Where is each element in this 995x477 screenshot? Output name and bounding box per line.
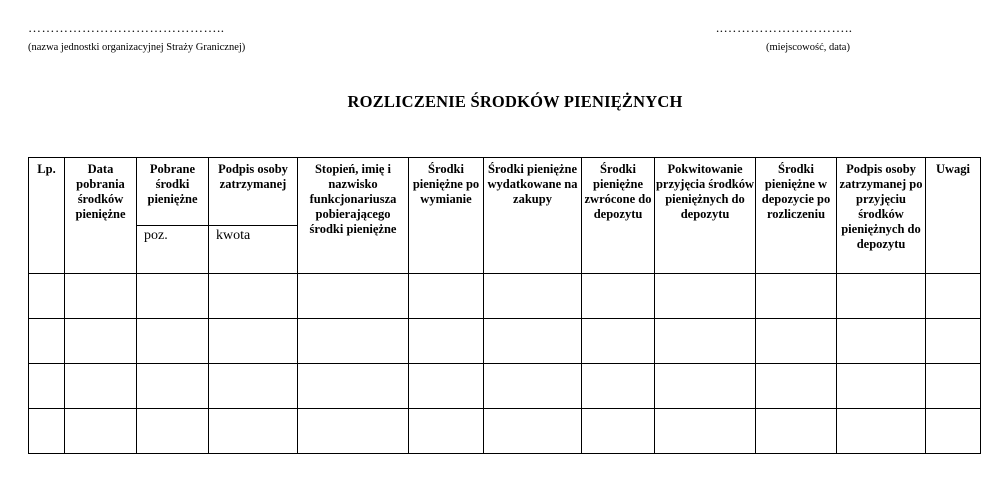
- header-detainee-signature: Podpis osoby zatrzymanej: [209, 158, 298, 226]
- table-cell[interactable]: [65, 364, 137, 409]
- table-cell[interactable]: [409, 319, 484, 364]
- header-date: Data pobrania środków pieniężne: [65, 158, 137, 274]
- header-lp: Lp.: [29, 158, 65, 274]
- table-cell[interactable]: [409, 364, 484, 409]
- table-cell[interactable]: [298, 364, 409, 409]
- table-cell[interactable]: [298, 409, 409, 454]
- table-cell[interactable]: [29, 319, 65, 364]
- table-cell[interactable]: [756, 319, 837, 364]
- table-cell[interactable]: [837, 409, 926, 454]
- subheader-kwota: kwota: [209, 226, 298, 274]
- table-row: [29, 319, 981, 364]
- table-cell[interactable]: [837, 319, 926, 364]
- table-cell[interactable]: [926, 364, 981, 409]
- table-row: [29, 409, 981, 454]
- table-cell[interactable]: [837, 364, 926, 409]
- table-cell[interactable]: [582, 364, 655, 409]
- unit-name-caption: (nazwa jednostki organizacyjnej Straży Granicznej): [28, 42, 246, 53]
- document-title: ROZLICZENIE ŚRODKÓW PIENIĘŻNYCH: [347, 92, 683, 111]
- table-cell[interactable]: [29, 274, 65, 319]
- table-cell[interactable]: [484, 409, 582, 454]
- table-row: [29, 274, 981, 319]
- table-cell[interactable]: [756, 364, 837, 409]
- table-cell[interactable]: [655, 274, 756, 319]
- table-cell[interactable]: [137, 319, 209, 364]
- table-cell[interactable]: [209, 274, 298, 319]
- header-signature-after: Podpis osoby zatrzymanej po przyjęciu środków pieniężnych do depozytu: [837, 158, 926, 274]
- table-cell[interactable]: [137, 364, 209, 409]
- table-cell[interactable]: [926, 319, 981, 364]
- header-withdrawn: Pobrane środki pieniężne: [137, 158, 209, 226]
- table-cell[interactable]: [209, 319, 298, 364]
- table-cell[interactable]: [484, 274, 582, 319]
- place-date-caption: (miejscowość, data): [766, 42, 850, 53]
- table-cell[interactable]: [209, 364, 298, 409]
- table-cell[interactable]: [484, 364, 582, 409]
- table-row: [29, 364, 981, 409]
- table-cell[interactable]: [756, 274, 837, 319]
- header-purchases: Środki pieniężne wydatkowane na zakupy: [484, 158, 582, 274]
- header-officer: Stopień, imię i nazwisko funkcjonariusza pobierającego środki pieniężne: [298, 158, 409, 274]
- table-cell[interactable]: [926, 274, 981, 319]
- table-cell[interactable]: [484, 319, 582, 364]
- table-cell[interactable]: [65, 319, 137, 364]
- table-cell[interactable]: [655, 319, 756, 364]
- table-cell[interactable]: [655, 409, 756, 454]
- table-cell[interactable]: [65, 274, 137, 319]
- table-cell[interactable]: [582, 274, 655, 319]
- table-cell[interactable]: [409, 409, 484, 454]
- unit-name-dotted-line: ……………………………………..: [28, 20, 225, 35]
- header-in-deposit: Środki pieniężne w depozycie po rozliczeniu: [756, 158, 837, 274]
- table-cell[interactable]: [926, 409, 981, 454]
- table-cell[interactable]: [582, 319, 655, 364]
- table-cell[interactable]: [582, 409, 655, 454]
- subheader-poz: poz.: [137, 226, 209, 274]
- table-cell[interactable]: [29, 364, 65, 409]
- table-cell[interactable]: [65, 409, 137, 454]
- table-cell[interactable]: [137, 409, 209, 454]
- place-date-dotted-line: ..………………………..: [716, 20, 853, 35]
- table-cell[interactable]: [298, 319, 409, 364]
- table-cell[interactable]: [409, 274, 484, 319]
- settlement-table: [28, 157, 981, 454]
- table-cell[interactable]: [29, 409, 65, 454]
- table-cell[interactable]: [298, 274, 409, 319]
- header-after-exchange: Środki pieniężne po wymianie: [409, 158, 484, 274]
- table-cell[interactable]: [209, 409, 298, 454]
- table-cell[interactable]: [837, 274, 926, 319]
- header-returned: Środki pieniężne zwrócone do depozytu: [582, 158, 655, 274]
- header-remarks: Uwagi: [926, 158, 981, 274]
- table-cell[interactable]: [756, 409, 837, 454]
- header-receipt: Pokwitowanie przyjęcia środków pieniężnych do depozytu: [655, 158, 756, 274]
- table-cell[interactable]: [655, 364, 756, 409]
- table-cell[interactable]: [137, 274, 209, 319]
